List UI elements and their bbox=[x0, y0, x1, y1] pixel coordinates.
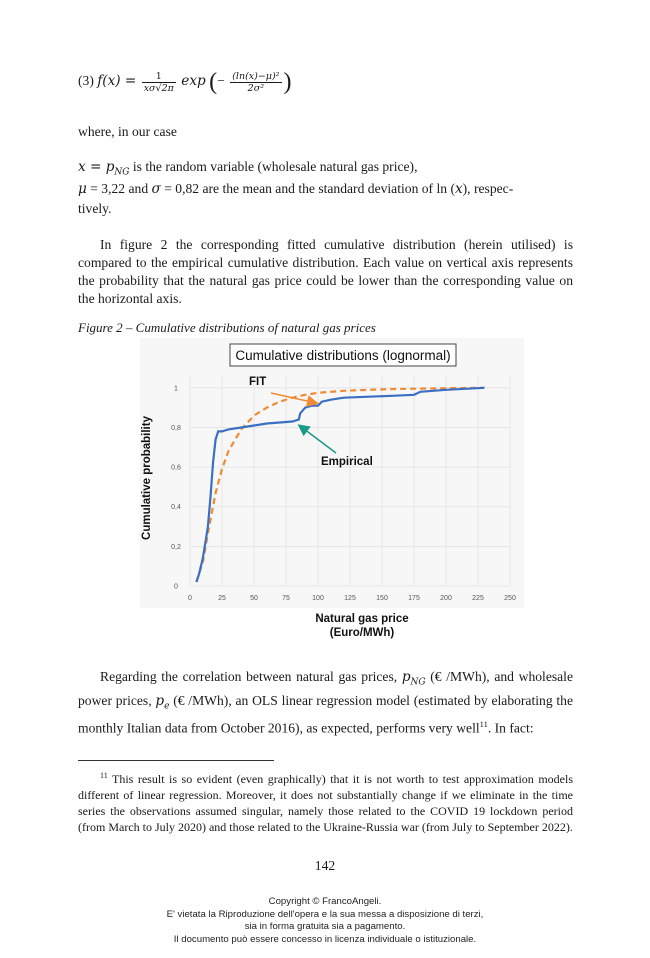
footnote: $^{11}$ This result is so evident (even graphically) that it is not worth to test approximation models different of linear regression. Moreover, it does not substantially change if we eliminate in the time series the observations assumed singular, namely those related to the COVID 19 lockdown period (from March to July 2020) and those related to the Ukraine-Russia war (from July to September 2022). bbox=[78, 771, 573, 834]
formula: (3) f(x) = $\frac{1}{x\sigma√2\pi}$ exp (− $\frac{\text{(ln(x)−μ)²}}{\text{2σ²}}$ ) bbox=[78, 69, 292, 95]
where-text: where, in our case bbox=[78, 124, 177, 139]
chart-annotation-fit: FIT bbox=[249, 376, 267, 388]
formula-lhs: f(x) = bbox=[97, 73, 137, 90]
chart-x-tick-label: 225 bbox=[472, 595, 484, 602]
cumulative-distribution-chart bbox=[140, 338, 524, 650]
formula-exponent-fraction: $\frac{\text{(ln(x)−μ)²}}{\text{2σ²}}$ bbox=[232, 70, 280, 94]
chart-y-tick-label: 0,2 bbox=[171, 543, 181, 551]
chart-x-axis-label-line2: (Euro/MWh) bbox=[329, 627, 395, 639]
chart-x-tick-label: 150 bbox=[376, 595, 388, 602]
copyright-footer bbox=[0, 896, 650, 946]
chart-x-tick-label: 250 bbox=[504, 595, 516, 602]
paragraph-figure-intro: In figure 2 the corresponding fitted cumulative distribution (herein utilised) is compared to the empirical cumulative distribution. Each value on vertical axis represents the probability that the natural gas price could be lower than the corresponding value on the horizontal axis. bbox=[78, 237, 573, 306]
chart-x-tick-label: 75 bbox=[282, 595, 290, 602]
chart-x-axis-label-line1: Natural gas price bbox=[315, 613, 409, 625]
chart-x-tick-label: 0 bbox=[188, 595, 192, 602]
parameter-line: μ = 3,22 and σ = 0,82 are the mean and the standard deviation of ln (x), respec- bbox=[78, 181, 514, 197]
chart-y-tick-label: 0,6 bbox=[171, 464, 181, 472]
chart-x-tick-label: 100 bbox=[312, 595, 324, 602]
footnote-separator bbox=[78, 760, 274, 761]
paragraph-correlation: Regarding the correlation between natural gas prices, $p_{NG}$ (€ /MWh), and wholesale power prices, $p_e$ (€ /MWh), an OLS linear regression model (estimated by elaborating the monthly Italian data from October 2016), as expected, performs very well$^{11}$. In fact: bbox=[78, 669, 574, 736]
formula-exp: exp bbox=[181, 73, 206, 90]
chart-background bbox=[140, 338, 524, 608]
chart-y-tick-label: 1 bbox=[174, 385, 178, 393]
formula-fraction: $\frac{1}{x\sigma√2\pi}$ bbox=[143, 70, 174, 94]
chart-x-tick-label: 125 bbox=[344, 595, 356, 602]
chart-annotation-empirical: Empirical bbox=[321, 456, 373, 468]
footer-line-1: Copyright © FrancoAngeli. bbox=[268, 896, 382, 907]
chart-x-tick-label: 175 bbox=[408, 595, 420, 602]
figure-caption: Figure 2 – Cumulative distributions of natural gas prices bbox=[78, 320, 376, 335]
chart-y-tick-label: 0,8 bbox=[171, 424, 181, 432]
chart-y-axis-label: Cumulative probability bbox=[141, 416, 153, 540]
variable-line: $x = p_{NG}$ is the random variable (wholesale natural gas price), bbox=[78, 159, 418, 178]
chart-x-tick-label: 200 bbox=[440, 595, 452, 602]
chart-x-tick-label: 50 bbox=[250, 595, 258, 602]
footer-line-3: sia in forma gratuita sia a pagamento. bbox=[244, 921, 406, 932]
chart-y-tick-label: 0,4 bbox=[171, 504, 181, 512]
chart-x-tick-label: 25 bbox=[218, 595, 226, 602]
chart-y-tick-label: 0 bbox=[174, 583, 178, 591]
parameter-line-end: tively. bbox=[78, 201, 112, 216]
footer-line-4: Il documento può essere concesso in licenza individuale o istituzionale. bbox=[173, 933, 477, 945]
formula-label: (3) bbox=[78, 73, 94, 89]
chart-title: Cumulative distributions (lognormal) bbox=[235, 348, 451, 363]
page-number: 142 bbox=[314, 858, 336, 873]
footer-line-2: E' vietata la Riproduzione dell'opera e la sua messa a disposizione di terzi, bbox=[166, 908, 484, 920]
